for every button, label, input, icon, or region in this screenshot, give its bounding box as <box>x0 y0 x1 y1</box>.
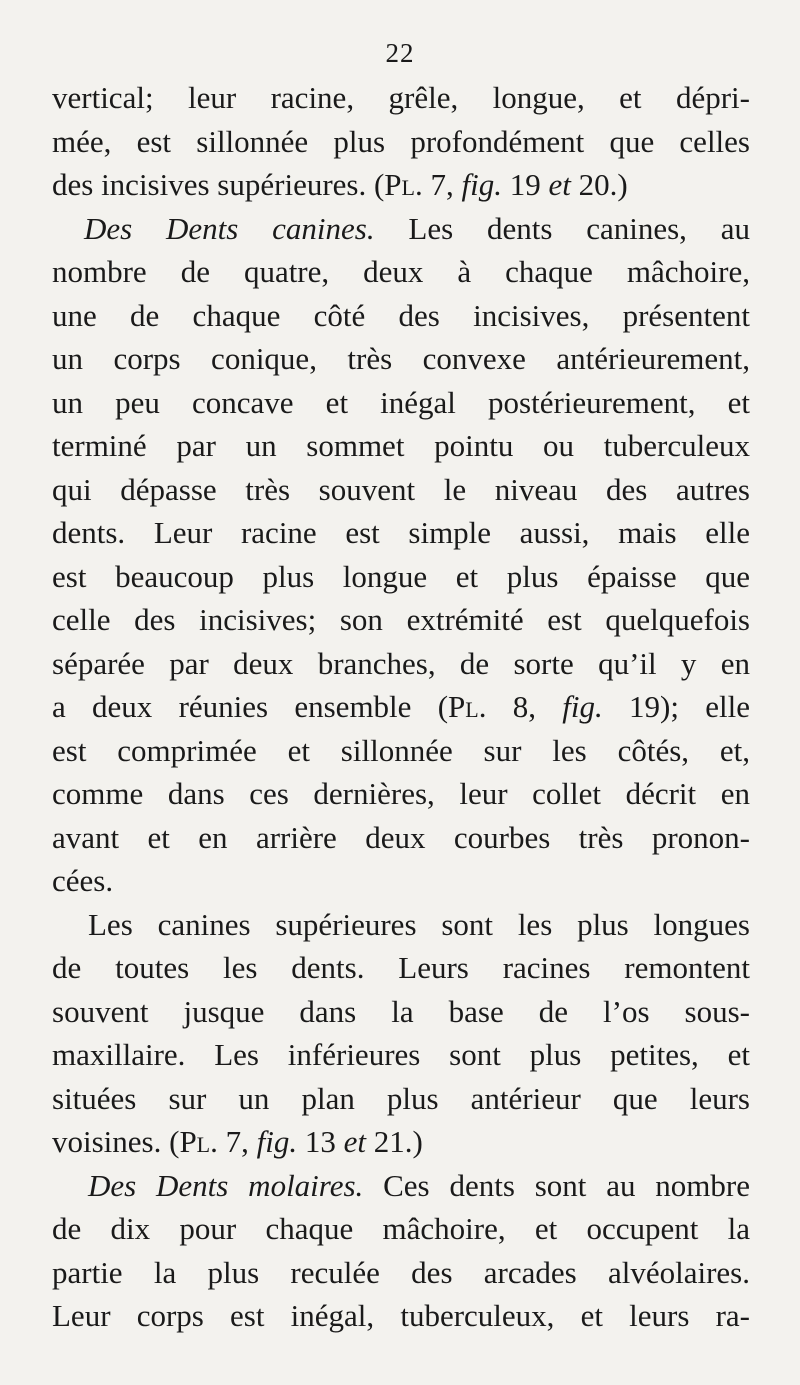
text-segment: 7, <box>217 1124 257 1159</box>
text-segment: qui dépasse très souvent le niveau des autres <box>52 471 750 507</box>
text-segment: 13 <box>297 1124 344 1159</box>
text-segment: de dix pour chaque mâchoire, et occupent la <box>52 1211 750 1246</box>
small-caps-text: Pl. <box>384 167 423 202</box>
text-segment: a deux réunies ensemble ( <box>52 689 449 724</box>
text-line <box>52 120 750 164</box>
text-segment: un corps conique, très convexe antérieurement, <box>52 341 750 376</box>
italic-text: et <box>548 167 571 202</box>
text-line <box>52 816 750 860</box>
italic-text: Des Dents molaires. <box>88 1167 364 1203</box>
text-line <box>52 207 750 251</box>
text-segment: Les canines supérieures sont les plus longues <box>88 906 750 942</box>
text-line <box>52 946 750 990</box>
text-segment: Ces dents sont au nombre <box>363 1167 750 1203</box>
text-segment: nombre de quatre, deux à chaque mâchoire, <box>52 254 750 289</box>
text-segment: Leur corps est inégal, tuberculeux, et leurs ra- <box>52 1298 750 1333</box>
italic-text: Des Dents canines. <box>84 210 375 246</box>
text-line <box>52 1033 750 1077</box>
text-segment: est beaucoup plus longue et plus épaisse que <box>52 558 750 594</box>
text-segment: cées. <box>52 863 114 898</box>
text-segment: de toutes les dents. Leurs racines remontent <box>52 950 750 985</box>
text-segment: comme dans ces dernières, leur collet décrit en <box>52 776 750 811</box>
text-line <box>52 163 750 207</box>
text-segment: séparée par deux branches, de sorte qu’il y en <box>52 645 750 681</box>
text-segment: 8, <box>486 689 563 724</box>
page-number: 22 <box>385 38 415 68</box>
text-line <box>52 1294 750 1338</box>
italic-text: fig. <box>461 167 502 202</box>
text-line <box>52 685 750 729</box>
text-line <box>52 990 750 1034</box>
text-line <box>52 903 750 947</box>
text-line <box>52 250 750 294</box>
text-line <box>52 1207 750 1251</box>
text-segment: avant et en arrière deux courbes très pronon- <box>52 819 750 855</box>
text-line <box>52 1077 750 1121</box>
small-caps-text: Pl. <box>179 1124 218 1159</box>
text-segment: terminé par un sommet pointu ou tuberculeux <box>52 428 750 463</box>
text-line <box>52 1164 750 1208</box>
italic-text: et <box>343 1124 366 1159</box>
text-segment: mée, est sillonnée plus profondément que celles <box>52 123 750 159</box>
text-segment: est comprimée et sillonnée sur les côtés, et, <box>52 732 750 768</box>
text-line <box>52 381 750 425</box>
text-segment: une de chaque côté des incisives, présentent <box>52 297 750 333</box>
text-segment: celle des incisives; son extrémité est quelquefois <box>52 602 750 637</box>
text-line <box>52 772 750 816</box>
text-line <box>52 337 750 381</box>
small-caps-text: Pl. <box>448 689 487 724</box>
text-segment: maxillaire. Les inférieures sont plus petites, et <box>52 1037 750 1072</box>
text-segment: 19); elle <box>602 689 750 724</box>
text-segment: dents. Leur racine est simple aussi, mais elle <box>52 515 750 550</box>
text-line <box>52 598 750 642</box>
italic-text: fig. <box>256 1124 298 1159</box>
text-segment: 21.) <box>365 1124 423 1159</box>
text-segment: des incisives supérieures. ( <box>52 167 385 202</box>
text-line <box>52 729 750 773</box>
text-segment: 7, <box>422 167 462 202</box>
text-line <box>52 1120 750 1164</box>
text-line <box>52 76 750 120</box>
text-segment: partie la plus reculée des arcades alvéolaires. <box>52 1254 750 1290</box>
text-line <box>52 511 750 555</box>
text-line <box>52 468 750 512</box>
text-line <box>52 859 750 903</box>
text-segment: souvent jusque dans la base de l’os sous- <box>52 993 750 1029</box>
text-segment: un peu concave et inégal postérieurement, et <box>52 384 750 420</box>
text-segment: 19 <box>501 167 549 202</box>
text-line <box>52 642 750 686</box>
italic-text: fig. <box>562 689 603 724</box>
text-segment: 20.) <box>570 167 628 202</box>
text-line <box>52 424 750 468</box>
body-text <box>52 76 750 1338</box>
text-segment: Les dents canines, au <box>374 210 750 246</box>
text-segment: vertical; leur racine, grêle, longue, et dépri- <box>52 80 750 115</box>
text-segment: voisines. ( <box>52 1124 180 1159</box>
text-line <box>52 294 750 338</box>
text-line <box>52 555 750 599</box>
text-line <box>52 1251 750 1295</box>
text-segment: situées sur un plan plus antérieur que leurs <box>52 1080 750 1116</box>
